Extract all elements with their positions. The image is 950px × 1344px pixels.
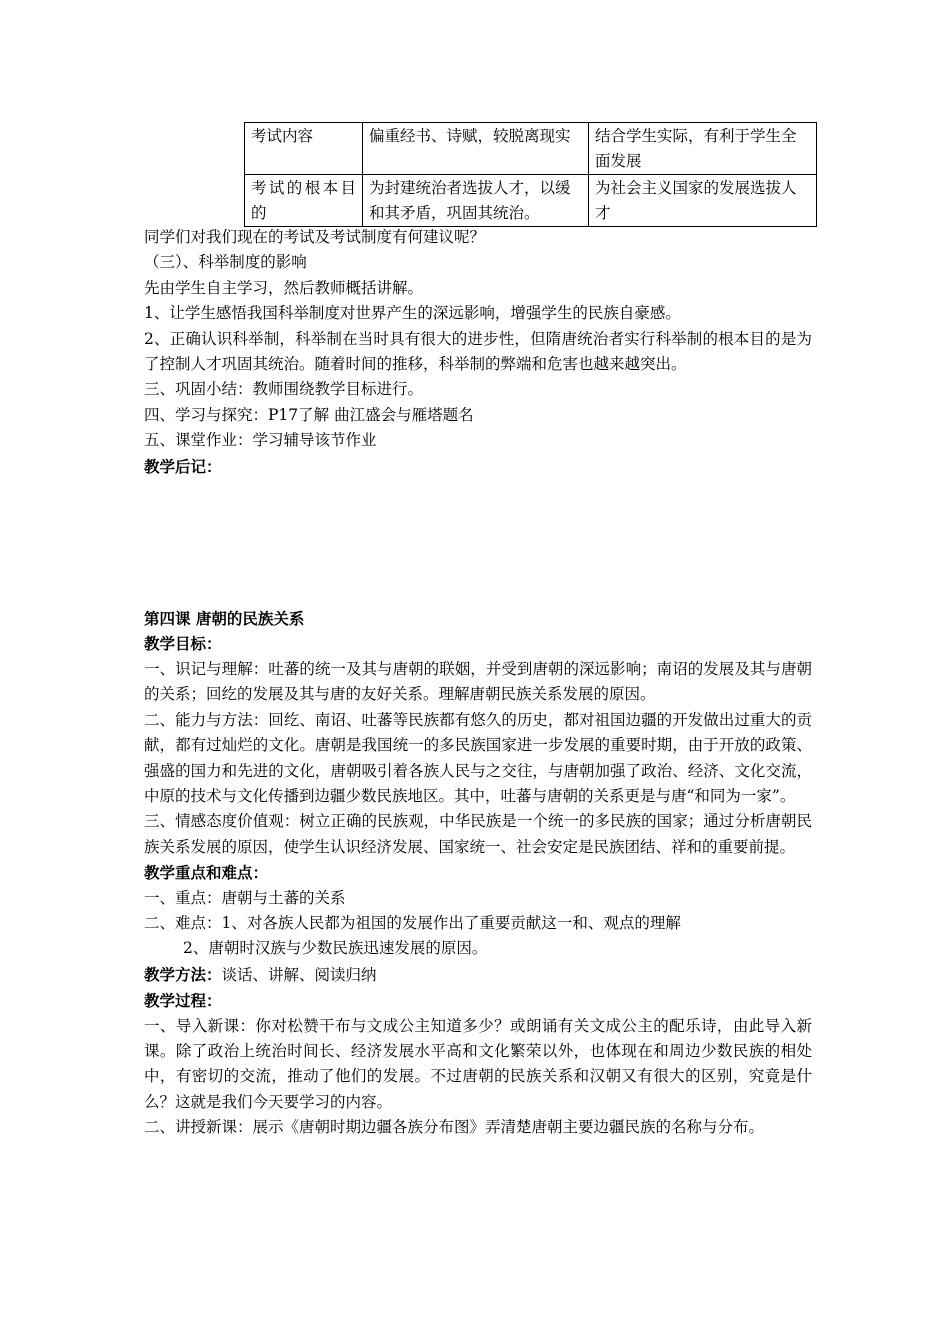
- paragraph: 2、正确认识科举制，科举制在当时具有很大的进步性，但隋唐统治者实行科举制的根本目的是为了控制人才巩固其统治。随着时间的推移，科举制的弊端和危害也越来越突出。: [144, 329, 812, 374]
- table-cell: 考试内容: [245, 123, 363, 175]
- paragraph: 2、唐朝时汉族与少数民族迅速发展的原因。: [183, 939, 488, 958]
- paragraph: 1、让学生感悟我国科举制度对世界产生的深远影响，增强学生的民族自豪感。: [144, 304, 681, 323]
- paragraph: 一、重点：唐朝与土蕃的关系: [144, 888, 346, 907]
- objectives-heading: 教学目标：: [144, 634, 222, 654]
- paragraph: 先由学生自主学习，然后教师概括讲解。: [144, 278, 424, 297]
- paragraph: 三、巩固小结：教师围绕教学目标进行。: [144, 380, 424, 399]
- section-heading: （三）、科举制度的影响: [144, 253, 307, 272]
- method-text: 谈话、讲解、阅读归纳: [221, 965, 377, 984]
- lesson-title: 第四课 唐朝的民族关系: [144, 609, 305, 629]
- paragraph: 二、能力与方法：回纥、南诏、吐蕃等民族都有悠久的历史，都对祖国边疆的开发做出过重大的贡献，都有过灿烂的文化。唐朝是我国统一的多民族国家进一步发展的重要时期，由于开放的政策、强盛的国力和先进的文化，唐朝吸引着各族人民与之交往，与唐朝加强了政治、经济、文化交流，中原的技术与文化传播到边疆少数民族地区。其中，吐蕃与唐朝的关系更是与唐“和同为一家”。: [144, 710, 812, 805]
- blank-space: [144, 479, 812, 606]
- paragraph: 一、识记与理解：吐蕃的统一及其与唐朝的联姻，并受到唐朝的深远影响；南诏的发展及其与唐朝的关系；回纥的发展及其与唐的友好关系。理解唐朝民族关系发展的原因。: [144, 659, 812, 704]
- process-heading: 教学过程：: [144, 991, 222, 1011]
- key-points-heading: 教学重点和难点：: [144, 863, 269, 883]
- postscript-heading: 教学后记：: [144, 456, 222, 476]
- table-cell: 考试的根本目的: [245, 175, 363, 227]
- document-body: [144, 225, 812, 1141]
- paragraph: 三、情感态度价值观：树立正确的民族观，中华民族是一个统一的多民族的国家；通过分析唐朝民族关系发展的原因，使学生认识经济发展、国家统一、社会安定是民族团结、祥和的重要前提。: [144, 812, 812, 856]
- table-cell: 为封建统治者选拔人才，以缓和其矛盾，巩固其统治。: [363, 175, 589, 227]
- table-cell: 为社会主义国家的发展选拔人才: [589, 175, 817, 227]
- table-cell: 结合学生实际，有利于学生全面发展: [589, 123, 817, 175]
- method-label: 教学方法：: [144, 964, 222, 984]
- paragraph: 五、课堂作业：学习辅导该节作业: [144, 431, 377, 450]
- method-line: [144, 962, 812, 988]
- table-row: [245, 123, 817, 175]
- table-cell: 偏重经书、诗赋，较脱离现实: [363, 123, 589, 175]
- paragraph: 二、讲授新课：展示《唐朝时期边疆各族分布图》弄清楚唐朝主要边疆民族的名称与分布。: [144, 1118, 765, 1137]
- paragraph: 二、难点：1、对各族人民都为祖国的发展作出了重要贡献这一和、观点的理解: [144, 913, 681, 932]
- comparison-table: [244, 122, 817, 227]
- paragraph: 一、导入新课：你对松赞干布与文成公主知道多少？或朗诵有关文成公主的配乐诗，由此导入新课。除了政治上统治时间长、经济发展水平高和文化繁荣以外，也体现在和周边少数民族的相处中，有密切的交流，推动了他们的发展。不过唐朝的民族关系和汉朝又有很大的区别，究竟是什么？这就是我们今天要学习的内容。: [144, 1016, 812, 1111]
- paragraph: 同学们对我们现在的考试及考试制度有何建议呢？: [144, 228, 486, 246]
- paragraph: 四、学习与探究：P17了解 曲江盛会与雁塔题名: [144, 405, 474, 424]
- table-row: [245, 175, 817, 227]
